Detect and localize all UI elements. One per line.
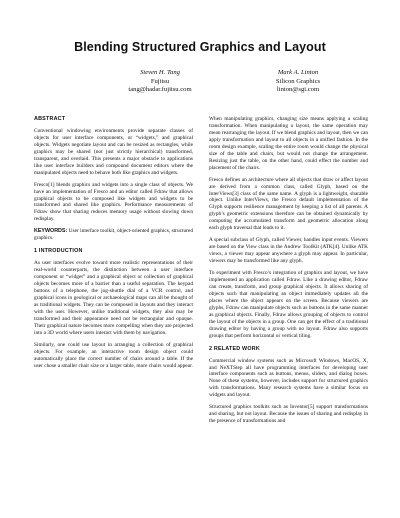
- right-column: [209, 116, 368, 430]
- author-2-name: Mark A. Linton: [277, 69, 319, 76]
- abstract-paragraph-1: Conventional windowing environments provide separate classes of objects for user interface components, or “widgets,” and graphical objects. Widgets negotiate layout and can be resized as rectangles, while graphics may be shared (not just strictly hierarchical) transformed, transparent, and overlaid. This presents a major obstacle to applications like user interface builders and compound document editors where the manipulated objects need to behave both like graphics and widgets.: [34, 127, 193, 176]
- author-1-org: Fujitsu: [150, 77, 170, 85]
- introduction-heading: 1 INTRODUCTION: [34, 248, 83, 255]
- right-paragraph-4: To experiment with Fresco’s integration of graphics and layout, we have implemented an application called Fdraw. Like a drawing editor, Fdraw can create, transform, and group graphical objects. It allows sharing of objects such that manipulating an object immediately updates all the places where the object appears on the screen. Because viewers are glyphs, Fdraw can manipulate objects such as buttons in the same manner as graphical objects. Finally, Fdraw allows grouping of objects to control the layout of the objects in a group. One can get the effect of a traditional drawing editor by having a group with no layout. Fdraw also supports groups that perform horizontal or vertical tiling.: [209, 270, 368, 339]
- author-1-email: tang@hadar.fujitsu.com: [128, 86, 192, 94]
- keywords-text: User interface toolkit, object-oriented graphics, structured graphics.: [34, 228, 193, 242]
- keywords-label: KEYWORDS:: [34, 228, 68, 235]
- left-column: [34, 116, 193, 375]
- introduction-paragraph-1: As user interfaces evolve toward more realistic representations of their real-world counterparts, the distinction between a user interface component or “widget” and a graphical object or collection of graphical objects becomes more of a barrier than a useful separation. The keypad buttons of a telephone, the jog-shuttle dial of a VCR control, and graphical icons in geological or archaeological maps can all be thought of as traditional widgets. They can be composed in layouts and they interact with the user. However, unlike traditional widgets, they also may be transformed and their appearance need not be rectangular and opaque. Their graphical nature becomes more compelling when they are projected into a 3D world where users interact with them by navigation.: [34, 260, 193, 336]
- keywords: [34, 228, 193, 242]
- author-1: [100, 69, 220, 95]
- right-paragraph-3: A special subclass of Glyph, called Viewer, handles input events. Viewers are based on the View class in the Andrew ToolKit (ATK[4]. Unlike ATK views, a viewer may appear anywhere a glyph may appear. In particular, viewers may be transformed like any glyph.: [209, 237, 368, 265]
- abstract-paragraph-2: Fresco[1] blends graphics and widgets into a single class of objects. We have an implementation of Fresco and an editor called Fdraw that allows graphical objects to be composed like widgets and widgets to be transformed and shared like graphics. Performance measurements of Fdraw show that sharing reduces memory usage without slowing down redisplay.: [34, 181, 193, 223]
- paper-title: Blending Structured Graphics and Layout: [74, 40, 326, 54]
- introduction-paragraph-2: Similarly, one could use layout in arranging a collection of graphical objects. For example, an interactive room design object could automatically place the correct number of chairs around a table. If the user chose a smaller chair size or a larger table, more chairs would appear.: [34, 341, 193, 369]
- abstract-heading: ABSTRACT: [34, 116, 66, 122]
- author-2-email: linton@sgi.com: [276, 86, 320, 94]
- right-paragraph-2: Fresco defines an architecture where all objects that draw or affect layout are derived from a common class, called Glyph, based on the InterViews[3] class of the same name. A glyph is a lightweight, sharable object. Unlike InterViews, the Fresco default implementation of the Glyph supports resilience management by keeping a list of all parents. A glyph’s geometric extensions therefore can be obtained dynamically by computing the accumulated transform and geometric allocation along each glyph traversal that leads to it.: [209, 176, 368, 232]
- related-work-paragraph-1: Commercial window systems such as Microsoft Windows, MacOS, X, and NeXTStep all have programming interfaces for developing user interface components such as buttons, menus, sliders, and dialog boxes. None of these systems, however, includes support for structured graphics with transformations. Many research systems have a similar focus on widgets and layout.: [209, 357, 368, 399]
- related-work-heading: 2 RELATED WORK: [209, 345, 260, 352]
- related-work-paragraph-2: Structured graphics toolkits such as Inventor[5] support transformations and sharing, but not layout. Because the issues of sharing and redisplay in the presence of transformations and: [209, 404, 368, 425]
- right-paragraph-1: When manipulating graphics, changing size means applying a scaling transformation. When manipulating a layout, the same operation may mean rearranging the layout. If we blend graphics and layout, then we can apply transformation and layout to all objects in a unified fashion. In the room design example, scaling the entire room would change the physical size of the table and chairs, but would not change the arrangement. Resizing just the table, on the other hand, could effect the number and placement of the chairs.: [209, 116, 368, 171]
- author-2-org: Silicon Graphics: [275, 77, 321, 85]
- author-1-name: Steven H. Tang: [140, 69, 180, 76]
- author-2: [243, 69, 353, 95]
